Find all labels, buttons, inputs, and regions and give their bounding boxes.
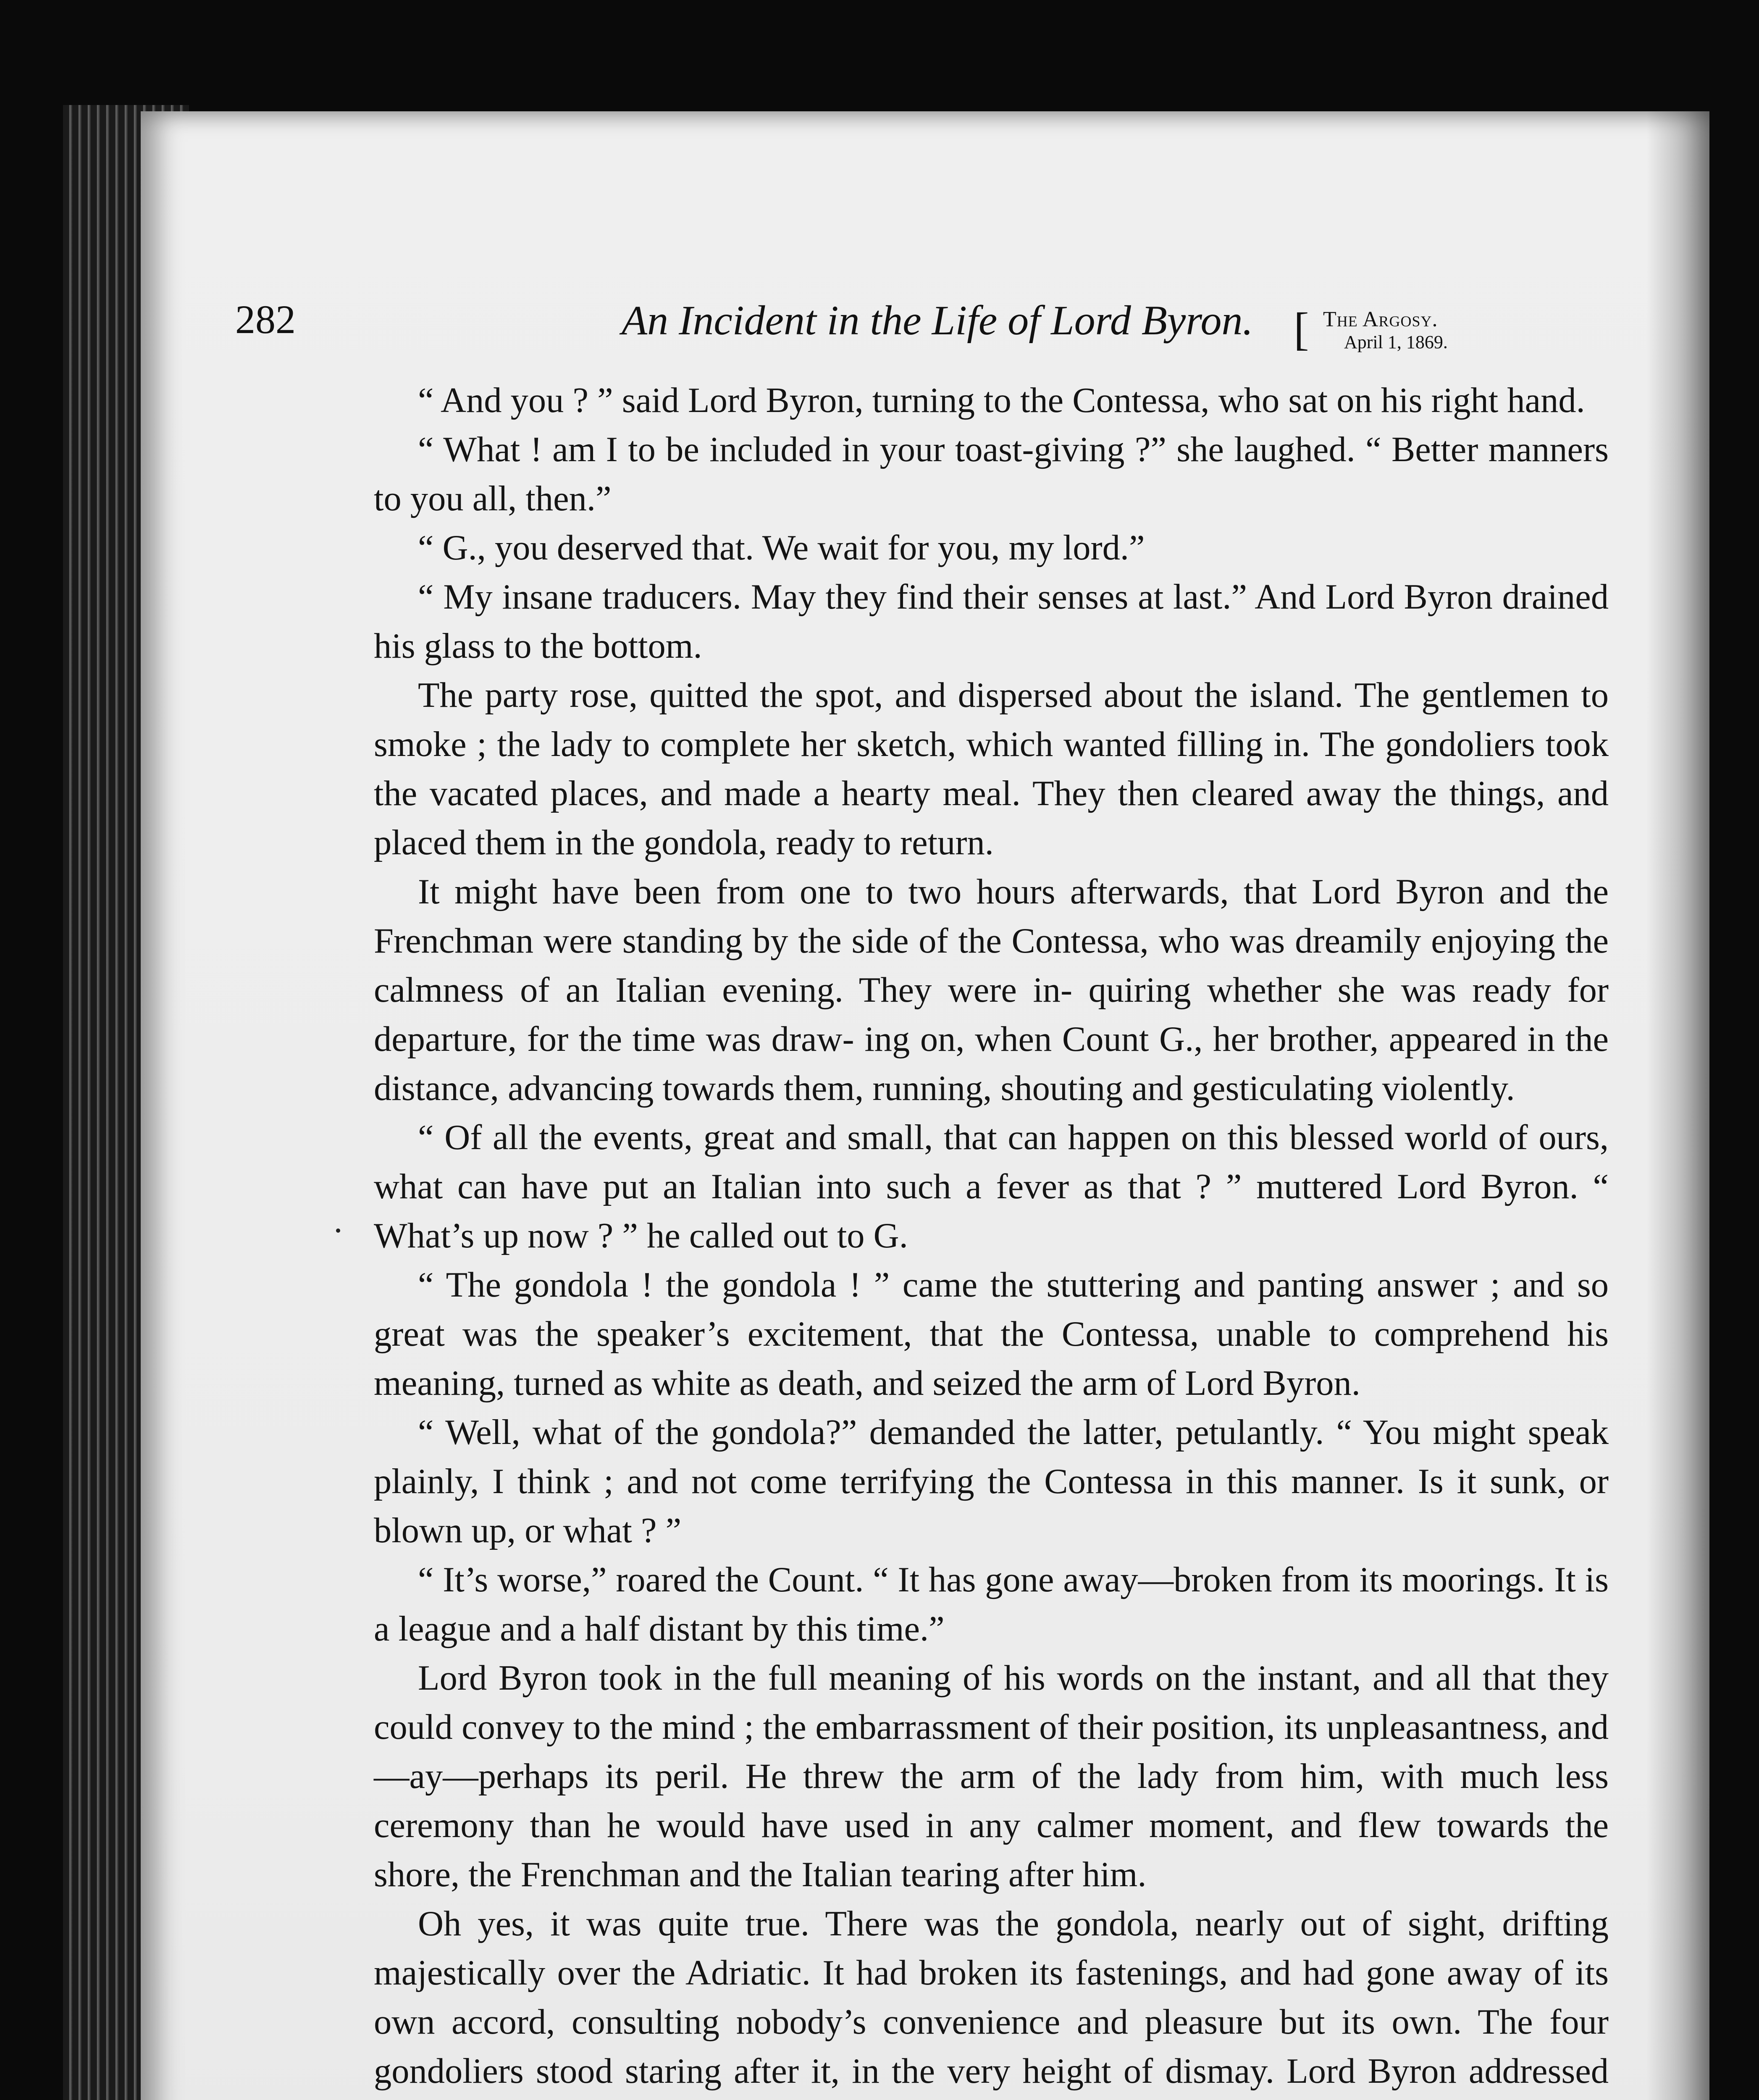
page-header bbox=[235, 296, 1600, 355]
journal-name: The Argosy. bbox=[1323, 307, 1438, 331]
header-bracket: [ bbox=[1294, 303, 1309, 354]
paragraph: It might have been from one to two hours afterwards, that Lord Byron and the Frenchman were standing by the side of the Contessa, who was dreamily enjoying the calmness of an Italian evening. They were in- quiring whether she was ready for departure, for the time was draw- ing on, when Count G., her brother, appeared in the distance, advancing towards them, running, shouting and gesticulating violently. bbox=[374, 872, 1609, 1108]
paragraph: “ My insane traducers. May they find their senses at last.” And Lord Byron drained his glass to the bottom. bbox=[374, 578, 1609, 666]
journal-date: April 1, 1869. bbox=[1344, 332, 1448, 352]
paragraph: “ What ! am I to be included in your toast-giving ?” she laughed. “ Better manners to you all, then.” bbox=[374, 430, 1609, 518]
page-gutter-shadow bbox=[1646, 111, 1709, 2100]
page-number: 282 bbox=[235, 297, 296, 342]
paragraph: “ Of all the events, great and small, that can happen on this blessed world of ours, what can have put an Italian into such a fever as that ? ” muttered Lord Byron. “ What’s up now ? ” he called out to G. bbox=[374, 1118, 1609, 1255]
paragraph: “ Well, what of the gondola?” demanded the latter, petulantly. “ You might speak plainly, I think ; and not come terrifying the Contessa in this manner. Is it sunk, or blown up, or what ? ” bbox=[374, 1413, 1609, 1550]
paragraph: “ G., you deserved that. We wait for you, my lord.” bbox=[418, 528, 1145, 567]
article-body bbox=[374, 376, 1609, 2100]
running-title: An Incident in the Life of Lord Byron. bbox=[622, 297, 1253, 344]
ink-speck bbox=[336, 1228, 340, 1233]
paragraph: Lord Byron took in the full meaning of his words on the instant, and all that they could convey to the mind ; the embarrassment of their position, its unpleasantness, and—ay—perhaps its peril. He threw the arm of the lady from him, with much less ceremony than he would have used in any calmer moment, and flew towards the shore, the Frenchman and the Italian tearing after him. bbox=[374, 1659, 1609, 1894]
paragraph: “ The gondola ! the gondola ! ” came the stuttering and panting answer ; and so great was the speaker’s excitement, that the Contessa, unable to comprehend his meaning, turned as white as death, and seized the arm of Lord Byron. bbox=[374, 1265, 1609, 1403]
paragraph: Oh yes, it was quite true. There was the gondola, nearly out of sight, drifting majestically over the Adriatic. It had broken its fastenings, and had gone away of its own accord, consulting nobody’s convenience and pleasure but its own. The four gondoliers stood staring after it, in the very height of dismay. Lord Byron addressed bbox=[374, 1904, 1609, 2091]
paragraph: “ It’s worse,” roared the Count. “ It has gone away—broken from its moorings. It is a league and a half distant by this time.” bbox=[374, 1560, 1609, 1648]
paragraph: “ And you ? ” said Lord Byron, turning to the Contessa, who sat on his right hand. bbox=[418, 381, 1585, 420]
journal-reference bbox=[1323, 309, 1533, 352]
paragraph: The party rose, quitted the spot, and dispersed about the island. The gentlemen to smoke ; the lady to complete her sketch, which wanted filling in. The gondoliers took the vacated places, and made a hearty meal. They then cleared away the things, and placed them in the gondola, ready to return. bbox=[374, 676, 1609, 862]
